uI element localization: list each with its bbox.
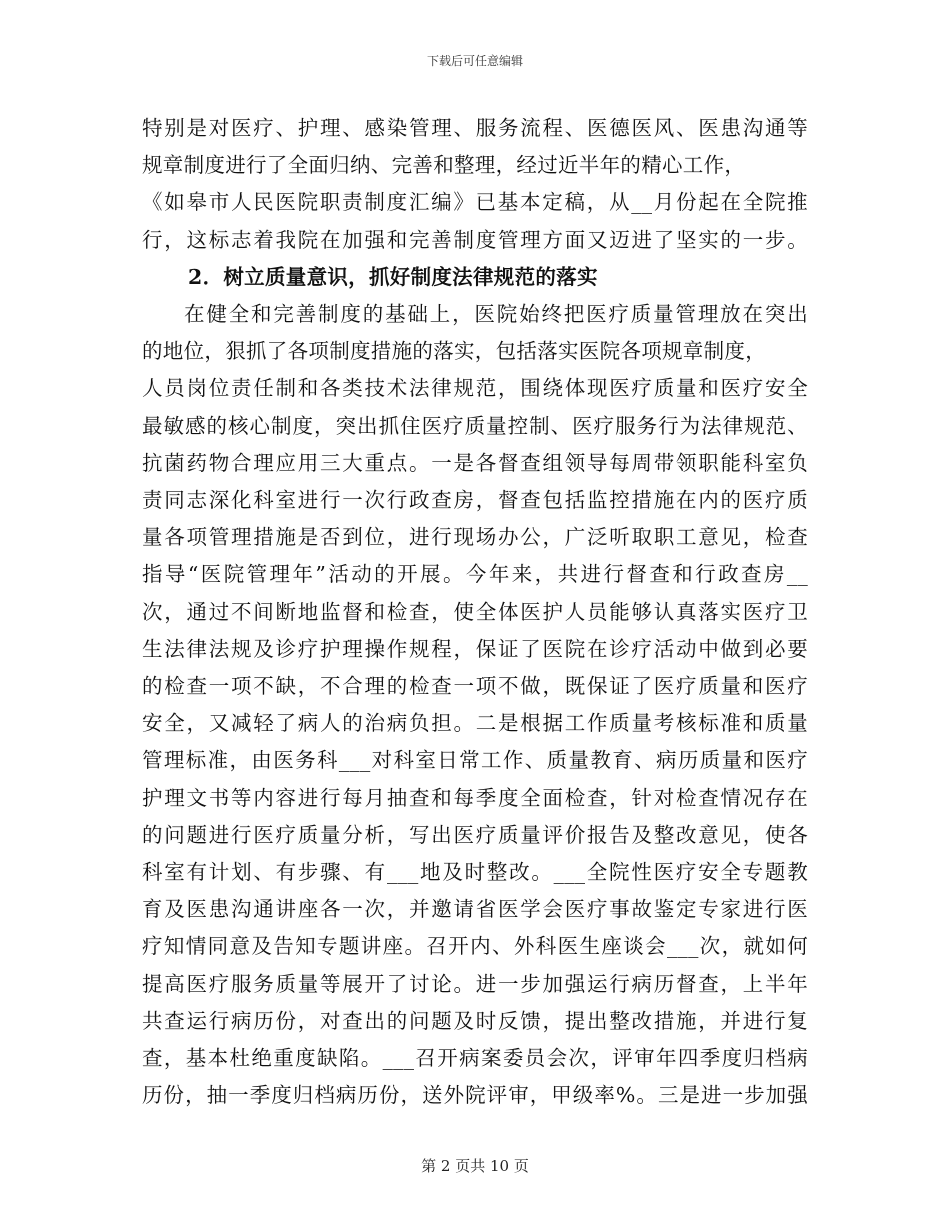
paragraph-line: 科室有计划、有步骤、有___地及时整改。___全院性医疗安全专题教 [142,860,808,884]
paragraph-line: 指导“医院管理年”活动的开展。今年来，共进行督查和行政查房__ [142,562,808,587]
page-footer: 第 2 页共 10 页 [421,1157,529,1175]
paragraph-line: 抗菌药物合理应用三大重点。一是各督查组领导每周带领职能科室负 [142,450,808,475]
page-header: 下载后可任意编辑 [426,54,523,68]
paragraph-line: 的问题进行医疗质量分析，写出医疗质量评价报告及整改意见，使各 [142,822,808,847]
paragraph-line: 的地位，狠抓了各项制度措施的落实，包括落实医院各项规章制度， [142,339,766,364]
paragraph-line: 提高医疗服务质量等展开了讨论。进一步加强运行病历督查，上半年 [142,971,808,996]
paragraph-line: 安全，又减轻了病人的治病负担。二是根据工作质量考核标准和质量 [142,711,808,736]
paragraph-line: 量各项管理措施是否到位，进行现场办公，广泛听取职工意见，检查 [142,525,808,550]
paragraph-line: 护理文书等内容进行每月抽查和每季度全面检查，针对检查情况存在 [142,785,808,810]
paragraph-line: 人员岗位责任制和各类技术法律规范，围绕体现医疗质量和医疗安全 [142,376,808,401]
paragraph-line: 历份，抽一季度归档病历份，送外院评审，甲级率%。三是进一步加强 [142,1083,808,1108]
paragraph-line: 《如皋市人民医院职责制度汇编》已基本定稿，从__月份起在全院推 [142,190,808,215]
section-heading: 2．树立质量意识，抓好制度法律规范的落实 [188,264,598,289]
paragraph-line: 疗知情同意及告知专题讲座。召开内、外科医生座谈会___次，就如何 [142,934,808,959]
paragraph-line: 行，这标志着我院在加强和完善制度管理方面又迈进了坚实的一步。 [142,227,808,252]
paragraph-line: 最敏感的核心制度，突出抓住医疗质量控制、医疗服务行为法律规范、 [142,413,808,438]
paragraph-line: 共查运行病历份，对查出的问题及时反馈，提出整改措施，并进行复 [142,1008,808,1033]
paragraph-line: 次，通过不间断地监督和检查，使全体医护人员能够认真落实医疗卫 [142,599,808,624]
paragraph-line: 规章制度进行了全面归纳、完善和整理，经过近半年的精心工作， [142,153,746,178]
paragraph-line: 的检查一项不缺，不合理的检查一项不做，既保证了医疗质量和医疗 [142,674,808,698]
paragraph-line: 育及医患沟通讲座各一次，并邀请省医学会医疗事故鉴定专家进行医 [142,897,808,922]
paragraph-line: 查，基本杜绝重度缺陷。___召开病案委员会次，评审年四季度归档病 [142,1046,808,1070]
paragraph-line: 责同志深化科室进行一次行政查房，督查包括监控措施在内的医疗质 [142,488,808,512]
paragraph-line: 在健全和完善制度的基础上，医院始终把医疗质量管理放在突出 [184,302,808,326]
paragraph-line: 特别是对医疗、护理、感染管理、服务流程、医德医风、医患沟通等 [142,116,808,140]
paragraph-line: 管理标准，由医务科___对科室日常工作、质量教育、病历质量和医疗 [142,748,808,773]
paragraph-line: 生法律法规及诊疗护理操作规程，保证了医院在诊疗活动中做到必要 [142,636,808,661]
